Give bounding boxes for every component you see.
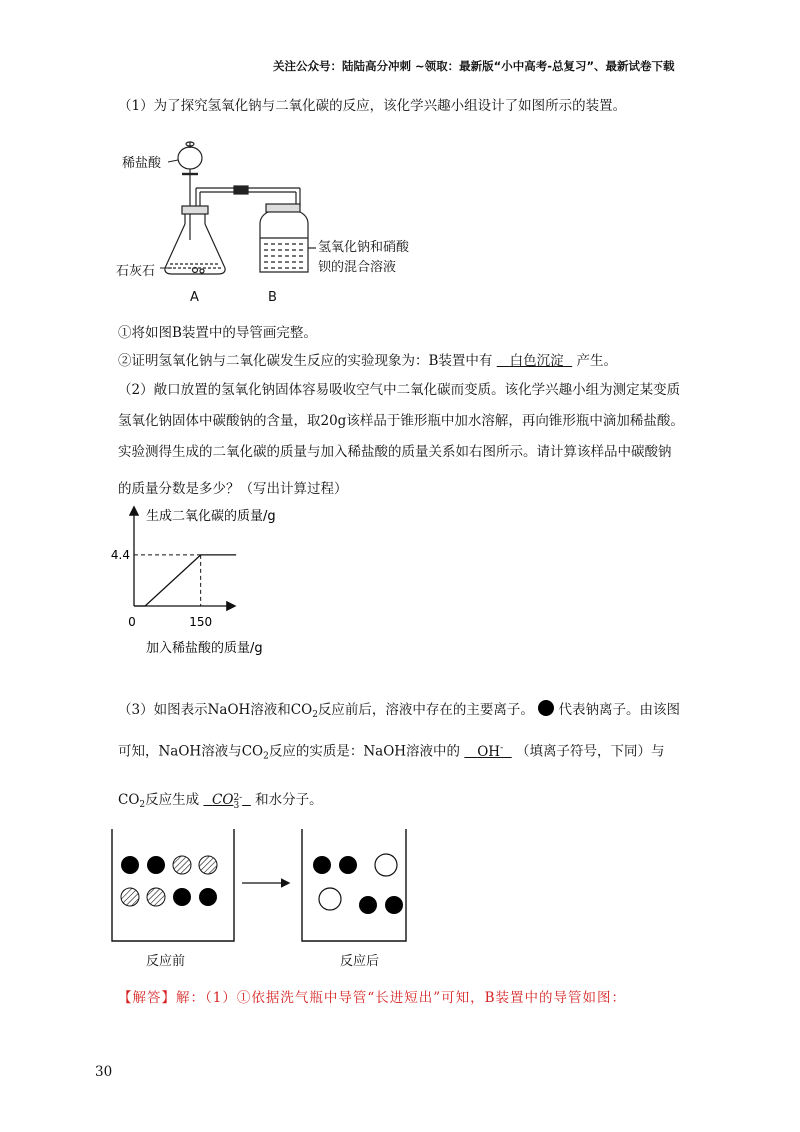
q2-line2: 氢氧化钠固体中碳酸钠的含量，取20g该样品于锥形瓶中加水溶解，再向锥形瓶中滴加稀盐酸。: [118, 413, 684, 429]
q3-line1: （3）如图表示NaOH溶液和$CO_2$反应前后，溶液中存在的主要离子。 代表钠离子。由该图: [118, 702, 681, 720]
hydroxide-ion: [121, 888, 139, 906]
sodium-ion: [339, 856, 357, 874]
q1-item2-answer: 白色沉淀: [509, 353, 564, 369]
conical-flask-a: [165, 206, 225, 274]
answer-line: [118, 986, 626, 1006]
ion-beakers-figure: [110, 825, 430, 945]
page-header: 关注公众号：陆陆高分冲刺 ~领取：最新版“小中高考-总复习”、最新试卷下载: [273, 59, 675, 73]
carbonate-ion: [319, 888, 341, 910]
hydroxide-ion: [147, 888, 165, 906]
sodium-ion: [359, 896, 377, 914]
delivery-tube: [196, 186, 300, 206]
answer-text: 解：（1）①依据洗气瓶中导管“长进短出”可知，B装置中的导管如图：: [176, 990, 627, 1006]
x-axis-label: 加入稀盐酸的质量/g: [146, 641, 263, 656]
q1-item2-suffix: 产生。: [576, 353, 617, 369]
beaker-after: [302, 829, 406, 941]
page-number: 30: [95, 1064, 113, 1080]
hydroxide-ion: [173, 856, 191, 874]
q1-item2: [118, 351, 617, 371]
y-axis-label: 生成二氧化碳的质量/g: [146, 509, 276, 524]
q2-line1: （2）敞口放置的氢氧化钠固体容易吸收空气中二氧化碳而变质。该化学兴趣小组为测定某变质: [118, 382, 681, 398]
q3-line3: $CO_2$反应生成 CO2- 3 和水分子。: [118, 792, 323, 811]
label-dilute-hcl: 稀盐酸: [122, 156, 162, 171]
q3-line2: 可知，NaOH溶液与$CO_2$反应的实质是：NaOH溶液中的 OH- （填离子符号，下同）与: [118, 743, 665, 762]
separatory-funnel: [178, 142, 202, 240]
label-solution-line1: 氢氧化钠和硝酸: [318, 240, 410, 255]
q1-item1: ①将如图B装置中的导管画完整。: [118, 325, 317, 341]
q3-answer-oh: OH-: [477, 743, 504, 760]
q1-item2-prefix: ②证明氢氧化钠与二氧化碳发生反应的实验现象为：B装置中有: [118, 353, 493, 369]
sodium-ion: [173, 888, 191, 906]
answer-tag: 【解答】: [118, 990, 176, 1006]
co2-mass-chart: [100, 500, 360, 670]
hydroxide-ion: [199, 856, 217, 874]
origin-label: 0: [128, 615, 136, 629]
q2-line3: 实验测得生成的二氧化碳的质量与加入稀盐酸的质量关系如右图所示。请计算该样品中碳酸钠: [118, 444, 672, 460]
label-solution-line2: 钡的混合溶液: [318, 260, 397, 275]
x-tick-label: 150: [189, 615, 213, 629]
label-after-reaction: 反应后: [340, 954, 380, 969]
label-before-reaction: 反应前: [146, 954, 186, 969]
y-tick-label: 4.4: [110, 547, 130, 562]
sodium-ion: [385, 896, 403, 914]
label-bottle-b: B: [268, 290, 277, 305]
data-series-line: [134, 555, 236, 606]
sodium-ion: [121, 856, 139, 874]
label-flask-a: A: [190, 290, 199, 305]
q1-intro: （1）为了探究氢氧化钠与二氧化碳的反应，该化学兴趣小组设计了如图所示的装置。: [118, 98, 627, 114]
sodium-ion: [199, 888, 217, 906]
carbonate-ion: [375, 854, 397, 876]
gas-washing-bottle-b: [260, 204, 316, 272]
sodium-ion-legend-icon: [538, 700, 554, 716]
beaker-before: [112, 829, 234, 941]
q3-answer-co3: CO2- 3: [212, 792, 243, 811]
sodium-ion: [147, 856, 165, 874]
sodium-ion: [313, 856, 331, 874]
q2-line4: 的质量分数是多少？（写出计算过程）: [118, 481, 348, 497]
label-limestone: 石灰石: [116, 264, 156, 279]
